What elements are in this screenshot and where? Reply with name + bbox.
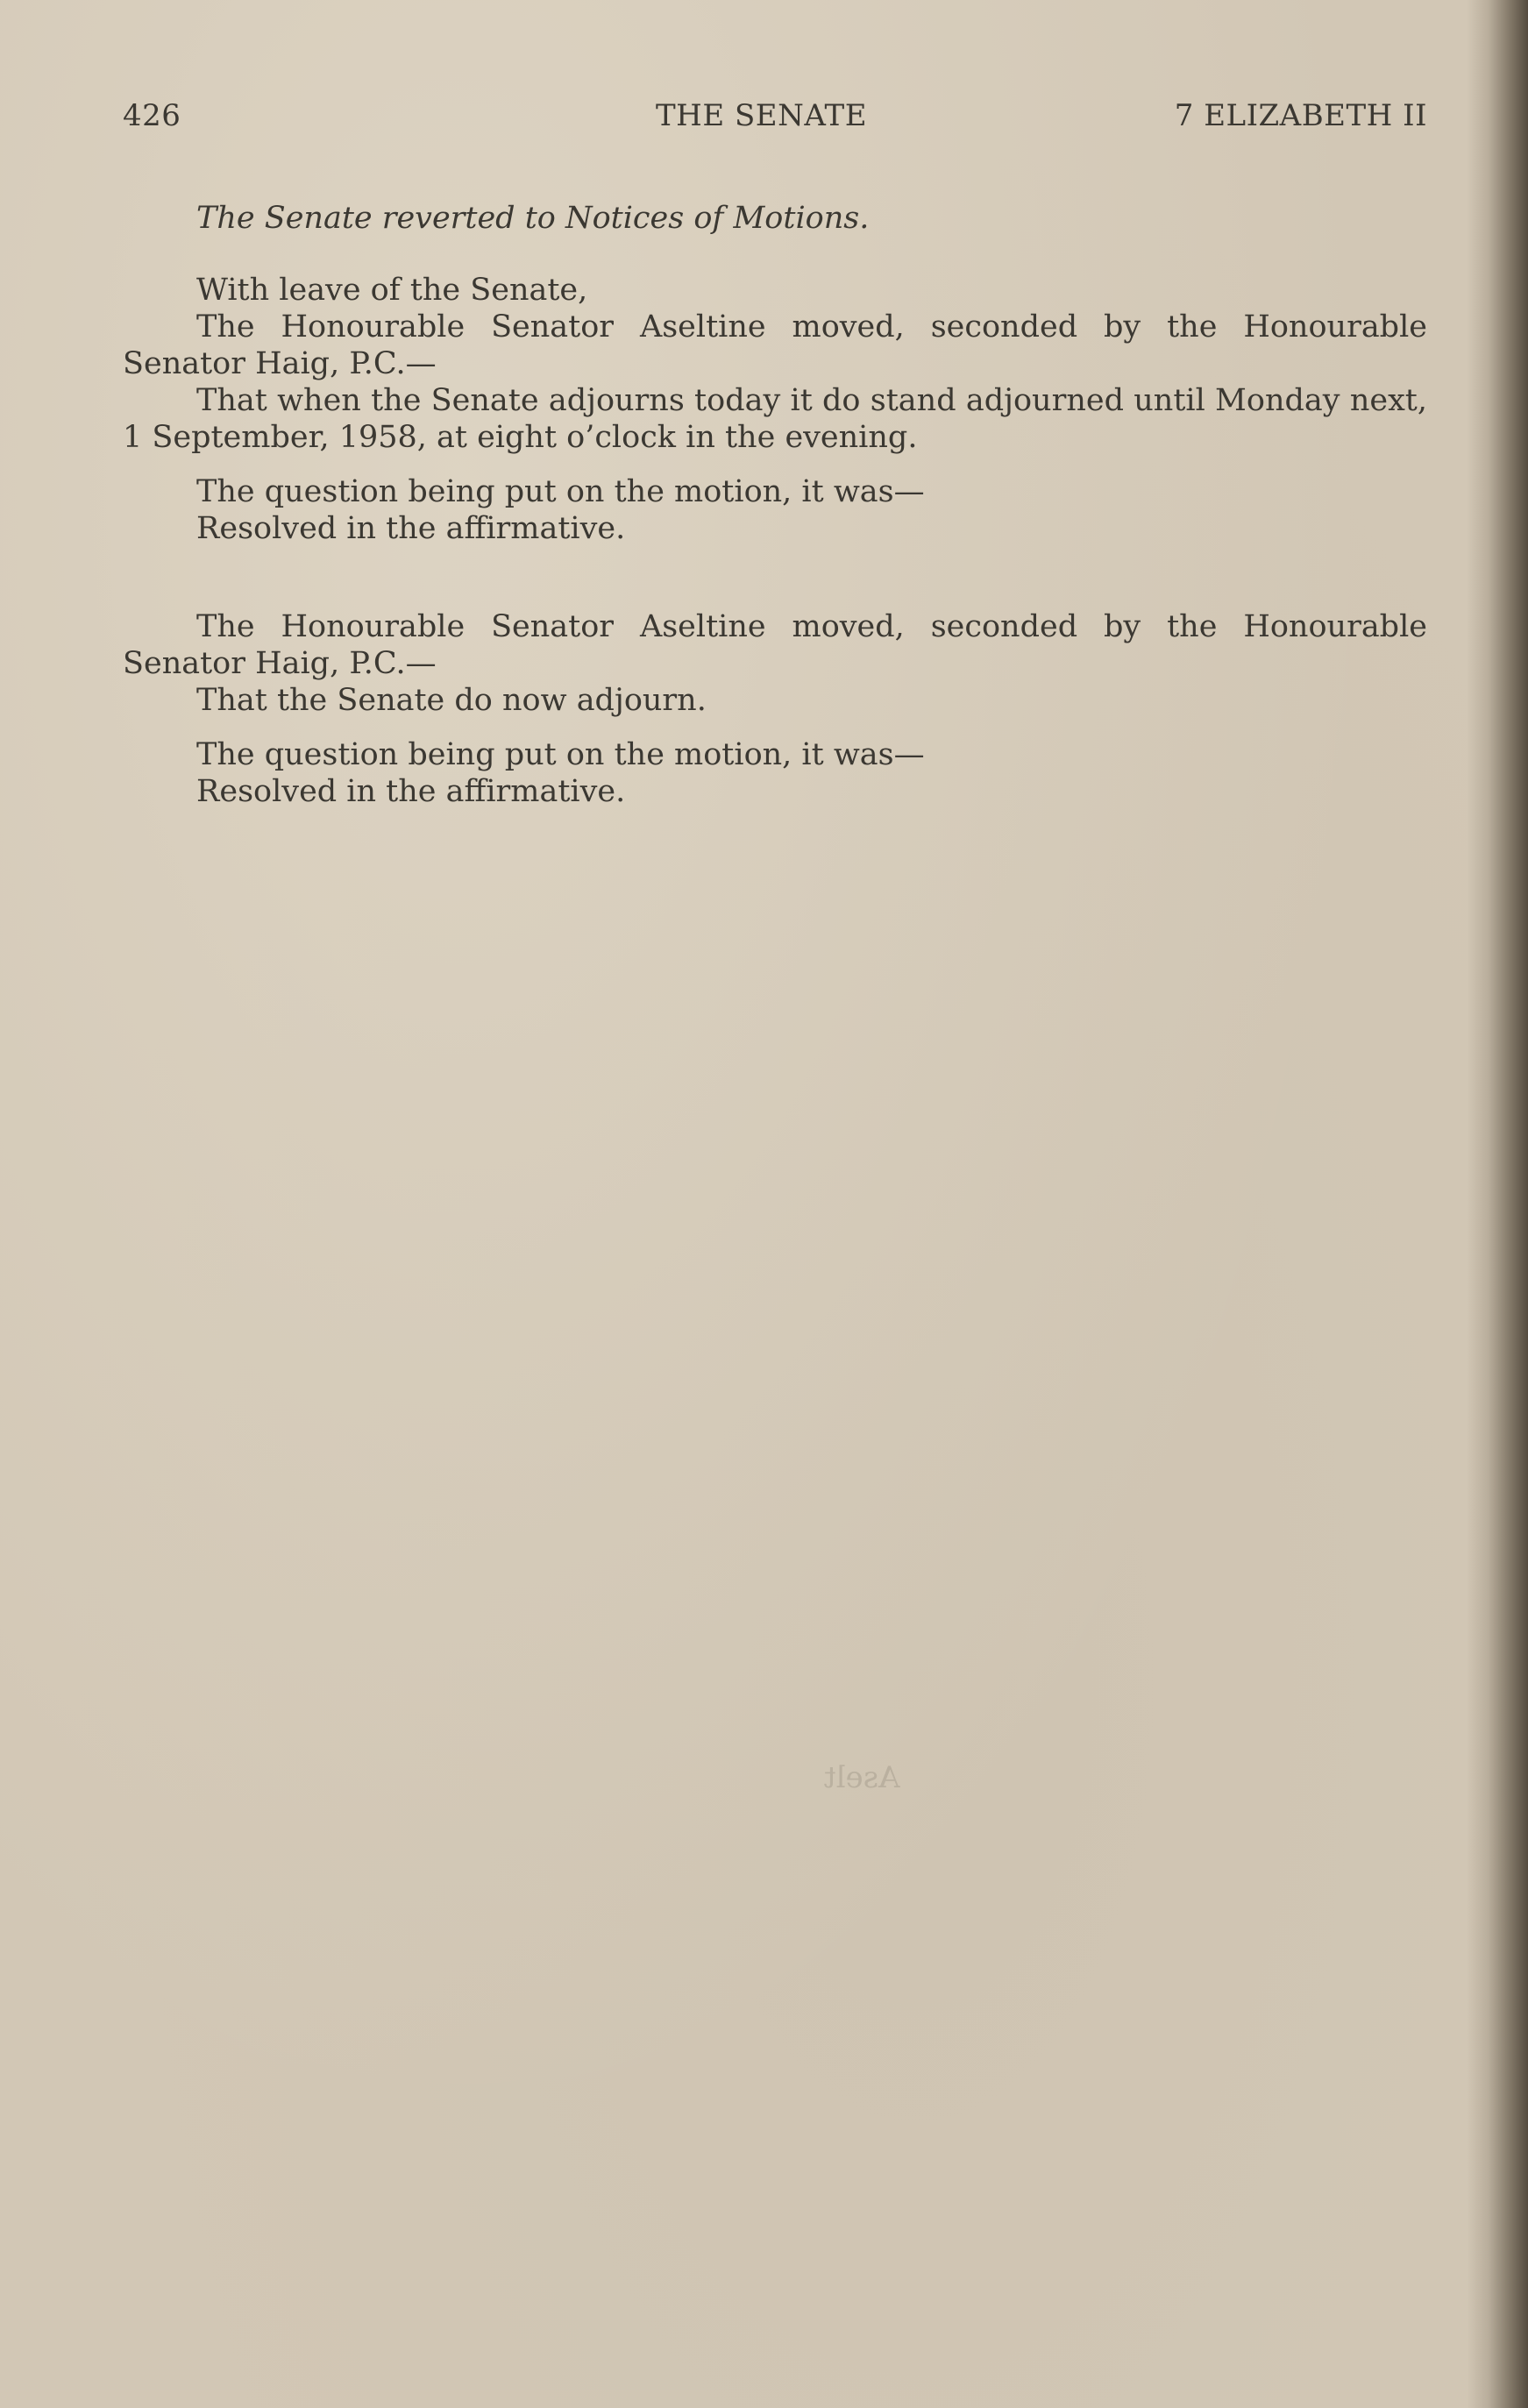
question-put: The question being put on the motion, it was—	[196, 737, 925, 772]
running-title: THE SENATE	[656, 98, 868, 133]
page-number: 426	[123, 98, 181, 133]
resolution: Resolved in the affirmative.	[196, 511, 626, 546]
motion-mover: The Honourable Senator Aseltine moved, seconded by the Honourable Senator Haig, P.C.—	[123, 309, 1427, 381]
journal-entry	[123, 200, 1427, 810]
motion-mover: The Honourable Senator Aseltine moved, seconded by the Honourable Senator Haig, P.C.—	[123, 609, 1427, 681]
question-put: The question being put on the motion, it was—	[196, 474, 925, 509]
motion-text: That the Senate do now adjourn.	[196, 683, 707, 718]
binding-shadow	[1467, 0, 1528, 2408]
procedural-note: The Senate reverted to Notices of Motions.	[196, 201, 870, 236]
page-header	[123, 98, 1427, 142]
motion-text: That when the Senate adjourns today it do stand adjourned until Monday next, 1 September, 1958, at eight o’clock in the evening.	[123, 383, 1427, 455]
show-through-text: Aselt	[824, 1760, 900, 1795]
resolution: Resolved in the affirmative.	[196, 774, 626, 809]
regnal-year: 7 ELIZABETH II	[1174, 98, 1427, 133]
leave-line: With leave of the Senate,	[196, 273, 588, 308]
